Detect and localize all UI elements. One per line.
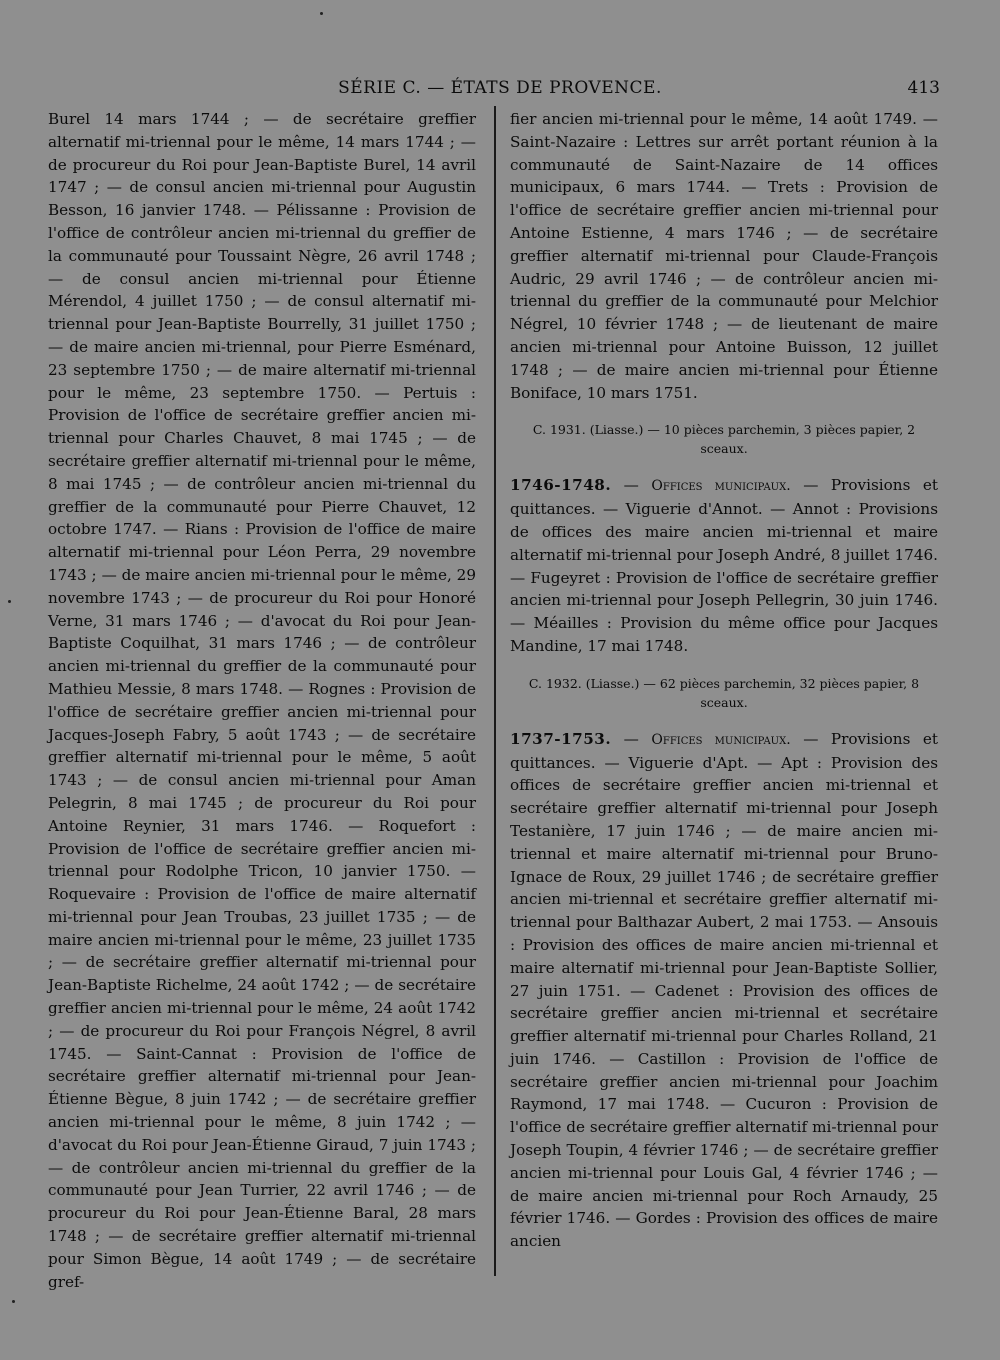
scan-speck — [12, 1300, 15, 1303]
archive-reference: C. 1931. (Liasse.) — 10 pièces parchemin, 3 pièces papier, 2 sceaux. — [532, 422, 916, 457]
entry-category: Offices municipaux. — [651, 478, 791, 495]
entry-body: — Provisions et quittances. — Viguerie d'Apt. — Apt : Provision des offices de secrétaire greffier ancien mi-triennal et secrétaire greffier alternatif mi-triennal pour Joseph Testanière, 17 juin 1746 ; — de maire ancien mi-triennal et maire alternatif mi-triennal pour Bruno-Ignace de Roux, 29 juillet 1746 ; de secrétaire greffier ancien mi-triennal et secrétaire greffier alternatif mi-triennal pour Balthazar Aubert, 2 mai 1753. — Ansouis : Provision des offices de maire ancien mi-triennal et maire alternatif mi-triennal pour Jean-Baptiste Sollier, 27 juin 1751. — Cadenet : Provision des offices de secrétaire greffier ancien mi-triennal et secrétaire greffier alternatif mi-triennal pour Charles Rolland, 21 juin 1746. — Castillon : Provision de l'office de secrétaire greffier ancien mi-triennal pour Joachim Raymond, 17 mai 1748. — Cucuron : Provision de l'office de secrétaire greffier alternatif mi-triennal pour Joseph Toupin, 4 février 1746 ; — de secrétaire greffier ancien mi-triennal pour Louis Gal, 4 février 1746 ; — de maire ancien mi-triennal pour Roch Arnaudy, 25 février 1746. — Gordes : Provision des offices de maire ancien — [510, 729, 938, 1251]
right-column — [510, 108, 938, 1253]
page-number: 413 — [907, 78, 940, 98]
entry-dates: 1746-1748. — [510, 476, 612, 495]
scan-speck — [320, 12, 323, 15]
entry-body: — Provisions et quittances. — Viguerie d'Annot. — Annot : Provisions de offices des maire ancien mi-triennal et maire alternatif mi-triennal pour Joseph André, 8 juillet 1746. — Fugeyret : Provision de l'office de secrétaire greffier ancien mi-triennal pour Joseph Pellegrin, 30 juin 1746. — Méailles : Provision du même office pour Jacques Mandine, 17 mai 1748. — [510, 476, 938, 655]
page-header — [0, 78, 1000, 106]
column-divider — [494, 106, 496, 1276]
entry-dates: 1737-1753. — [510, 729, 612, 748]
entry-paragraph: 1737-1753. — Offices municipaux. — Provisions et quittances. — Viguerie d'Apt. — Apt : Provision des offices de secrétaire greffier ancien mi-triennal et secrétaire greffier alternatif mi-triennal pour Joseph Testanière, 17 juin 1746 ; — de maire ancien mi-triennal et maire alternatif mi-triennal pour Bruno-Ignace de Roux, 29 juillet 1746 ; de secrétaire greffier ancien mi-triennal et secrétaire greffier alternatif mi-triennal pour Balthazar Aubert, 2 mai 1753. — Ansouis : Provision des offices de maire ancien mi-triennal et maire alternatif mi-triennal pour Jean-Baptiste Sollier, 27 juin 1751. — Cadenet : Provision des offices de secrétaire greffier ancien mi-triennal et secrétaire greffier alternatif mi-triennal pour Charles Rolland, 21 juin 1746. — Castillon : Provision de l'office de secrétaire greffier ancien mi-triennal pour Joachim Raymond, 17 mai 1748. — Cucuron : Provision de l'office de secrétaire greffier alternatif mi-triennal pour Joseph Toupin, 4 février 1746 ; — de secrétaire greffier ancien mi-triennal pour Louis Gal, 4 février 1746 ; — de maire ancien mi-triennal pour Roch Arnaudy, 25 février 1746. — Gordes : Provision des offices de maire ancien — [510, 729, 938, 1251]
scan-speck — [8, 600, 11, 603]
entry-category: Offices municipaux. — [651, 731, 791, 748]
running-title: SÉRIE C. — ÉTATS DE PROVENCE. — [338, 78, 662, 98]
archive-reference: C. 1932. (Liasse.) — 62 pièces parchemin, 32 pièces papier, 8 sceaux. — [528, 675, 920, 710]
left-column — [48, 108, 476, 1293]
right-column-continuation: fier ancien mi-triennal pour le même, 14 août 1749. — Saint-Nazaire : Lettres sur arrêt portant réunion à la communauté de Saint-Nazaire de 14 offices municipaux, 6 mars 1744. — Trets : Provision de l'office de secrétaire greffier ancien mi-triennal pour Antoine Estienne, 4 mars 1746 ; — de secrétaire greffier alternatif mi-triennal pour Claude-François Audric, 29 avril 1746 ; — de contrôleur ancien mi-triennal du greffier de la communauté pour Melchior Négrel, 10 février 1748 ; — de lieutenant de maire ancien mi-triennal pour Antoine Buisson, 12 juillet 1748 ; — de maire ancien mi-triennal pour Étienne Boniface, 10 mars 1751. — [510, 110, 938, 402]
entry-paragraph: 1746-1748. — Offices municipaux. — Provisions et quittances. — Viguerie d'Annot. — Annot : Provisions de offices des maire ancien mi-triennal et maire alternatif mi-triennal pour Joseph André, 8 juillet 1746. — Fugeyret : Provision de l'office de secrétaire greffier ancien mi-triennal pour Joseph Pellegrin, 30 juin 1746. — Méailles : Provision du même office pour Jacques Mandine, 17 mai 1748. — [510, 476, 938, 655]
left-column-text: Burel 14 mars 1744 ; — de secrétaire greffier alternatif mi-triennal pour le même, 14 mars 1744 ; — de procureur du Roi pour Jean-Baptiste Burel, 14 avril 1747 ; — de consul ancien mi-triennal pour Augustin Besson, 16 janvier 1748. — Pélissanne : Provision de l'office de contrôleur ancien mi-triennal du greffier de la communauté pour Toussaint Nègre, 26 avril 1748 ; — de consul ancien mi-triennal pour Étienne Mérendol, 4 juillet 1750 ; — de consul alternatif mi-triennal pour Jean-Baptiste Bourrelly, 31 juillet 1750 ; — de maire ancien mi-triennal, pour Pierre Esménard, 23 septembre 1750 ; — de maire alternatif mi-triennal pour le même, 23 septembre 1750. — Pertuis : Provision de l'office de secrétaire greffier ancien mi-triennal pour Charles Chauvet, 8 mai 1745 ; — de secrétaire greffier alternatif mi-triennal pour le même, 8 mai 1745 ; — de contrôleur ancien mi-triennal du greffier de la communauté pour Pierre Chauvet, 12 octobre 1747. — Rians : Provision de l'office de maire alternatif mi-triennal pour Léon Perra, 29 novembre 1743 ; — de maire ancien mi-triennal pour le même, 29 novembre 1743 ; — de procureur du Roi pour Honoré Verne, 31 mars 1746 ; — d'avocat du Roi pour Jean-Baptiste Coquilhat, 31 mars 1746 ; — de contrôleur ancien mi-triennal du greffier de la communauté pour Mathieu Messie, 8 mars 1748. — Rognes : Provision de l'office de secrétaire greffier ancien mi-triennal pour Jacques-Joseph Fabry, 5 août 1743 ; — de secrétaire greffier alternatif mi-triennal pour le même, 5 août 1743 ; — de consul ancien mi-triennal pour Aman Pelegrin, 8 mai 1745 ; de procureur du Roi pour Antoine Reynier, 31 mars 1746. — Roquefort : Provision de l'office de secrétaire greffier ancien mi-triennal pour Rodolphe Tricon, 10 janvier 1750. — Roquevaire : Provision de l'office de maire alternatif mi-triennal pour Jean Troubas, 23 juillet 1735 ; — de maire ancien mi-triennal pour le même, 23 juillet 1735 ; — de secrétaire greffier alternatif mi-triennal pour Jean-Baptiste Richelme, 24 août 1742 ; — de secrétaire greffier ancien mi-triennal pour le même, 24 août 1742 ; — de procureur du Roi pour François Négrel, 8 avril 1745. — Saint-Cannat : Provision de l'office de secrétaire greffier alternatif mi-triennal pour Jean-Étienne Bègue, 8 juin 1742 ; — de secrétaire greffier ancien mi-triennal pour le même, 8 juin 1742 ; — d'avocat du Roi pour Jean-Étienne Giraud, 7 juin 1743 ; — de contrôleur ancien mi-triennal du greffier de la communauté pour Jean Turrier, 22 avril 1746 ; — de procureur du Roi pour Jean-Étienne Baral, 28 mars 1748 ; — de secrétaire greffier alternatif mi-triennal pour Simon Bègue, 14 août 1749 ; — de secrétaire gref- — [48, 110, 476, 1291]
